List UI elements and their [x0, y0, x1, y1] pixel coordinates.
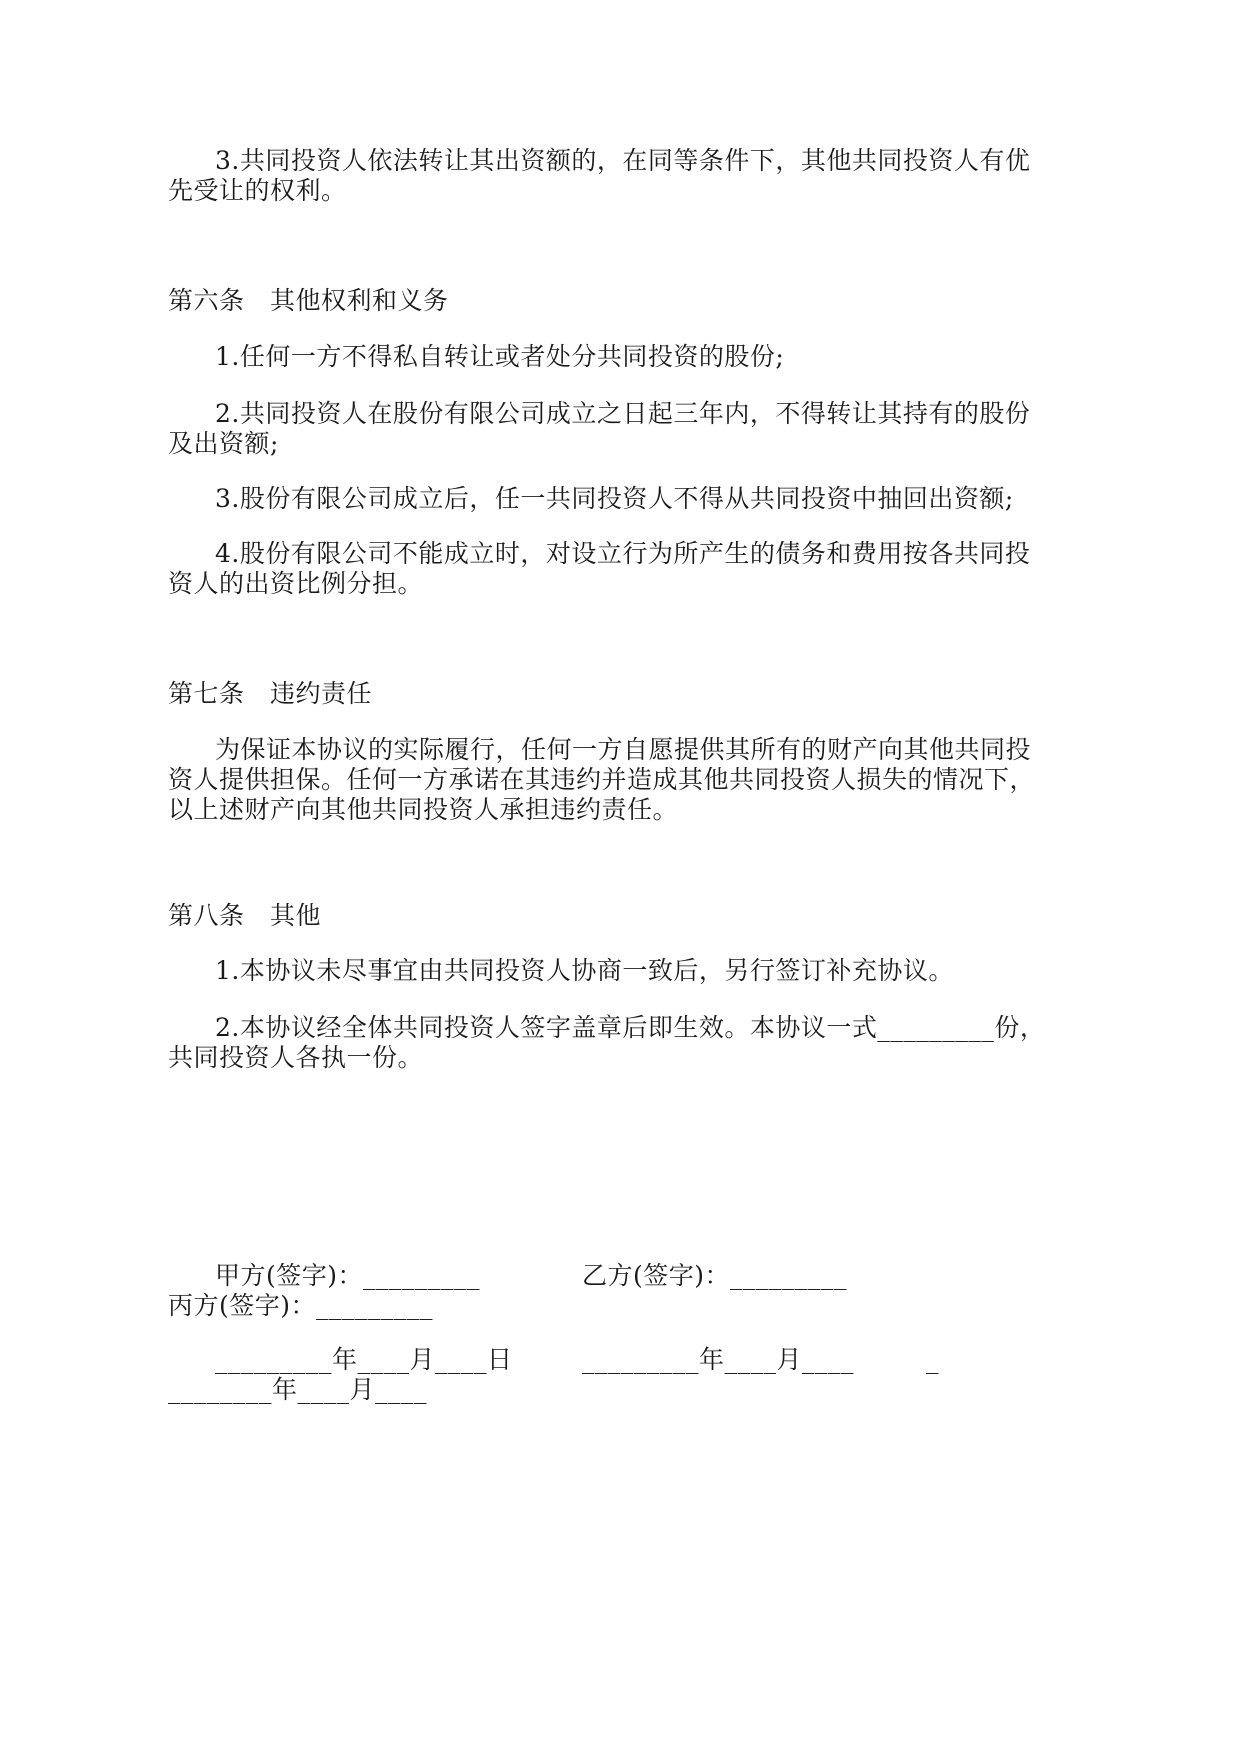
section-6-heading: 第六条 其他权利和义务: [168, 286, 449, 315]
section-7-heading: 第七条 违约责任: [168, 679, 373, 708]
s7-para-line1: 为保证本协议的实际履行，任何一方自愿提供其所有的财产向其他共同投: [215, 735, 1032, 764]
party-b-signature: 乙方(签字)：_________: [582, 1261, 848, 1290]
party-b-date: _________年____月____: [582, 1345, 855, 1374]
s6-item1: 1.任何一方不得私自转让或者处分共同投资的股份;: [215, 342, 785, 371]
s7-para-line3: 以上述财产向其他共同投资人承担违约责任。: [168, 795, 679, 824]
party-a-signature: 甲方(签字)：_________: [215, 1261, 481, 1290]
s5-item3-line2: 先受让的权利。: [168, 176, 347, 205]
s8-item1: 1.本协议未尽事宜由共同投资人协商一致后，另行签订补充协议。: [215, 956, 954, 985]
s6-item2-line1: 2.共同投资人在股份有限公司成立之日起三年内，不得转让其持有的股份: [215, 399, 1031, 428]
s6-item4-line1: 4.股份有限公司不能成立时，对设立行为所产生的债务和费用按各共同投: [215, 539, 1031, 568]
party-c-date: ________年____月____: [168, 1375, 428, 1404]
s7-para-line2: 资人提供担保。任何一方承诺在其违约并造成其他共同投资人损失的情况下，: [168, 765, 1036, 794]
s8-item2-line2: 共同投资人各执一份。: [168, 1043, 424, 1072]
party-a-date: _________年____月____日: [215, 1345, 513, 1374]
party-c-date-tail: _: [926, 1345, 939, 1374]
s6-item2-line2: 及出资额;: [168, 429, 279, 458]
s5-item3-line1: 3.共同投资人依法转让其出资额的，在同等条件下，其他共同投资人有优: [215, 146, 1031, 175]
s6-item4-line2: 资人的出资比例分担。: [168, 569, 424, 598]
s6-item3: 3.股份有限公司成立后，任一共同投资人不得从共同投资中抽回出资额;: [215, 484, 1014, 513]
s8-item2-line1: 2.本协议经全体共同投资人签字盖章后即生效。本协议一式_________份，: [215, 1013, 1046, 1042]
section-8-heading: 第八条 其他: [168, 901, 322, 930]
party-c-signature: 丙方(签字)：_________: [168, 1291, 434, 1320]
